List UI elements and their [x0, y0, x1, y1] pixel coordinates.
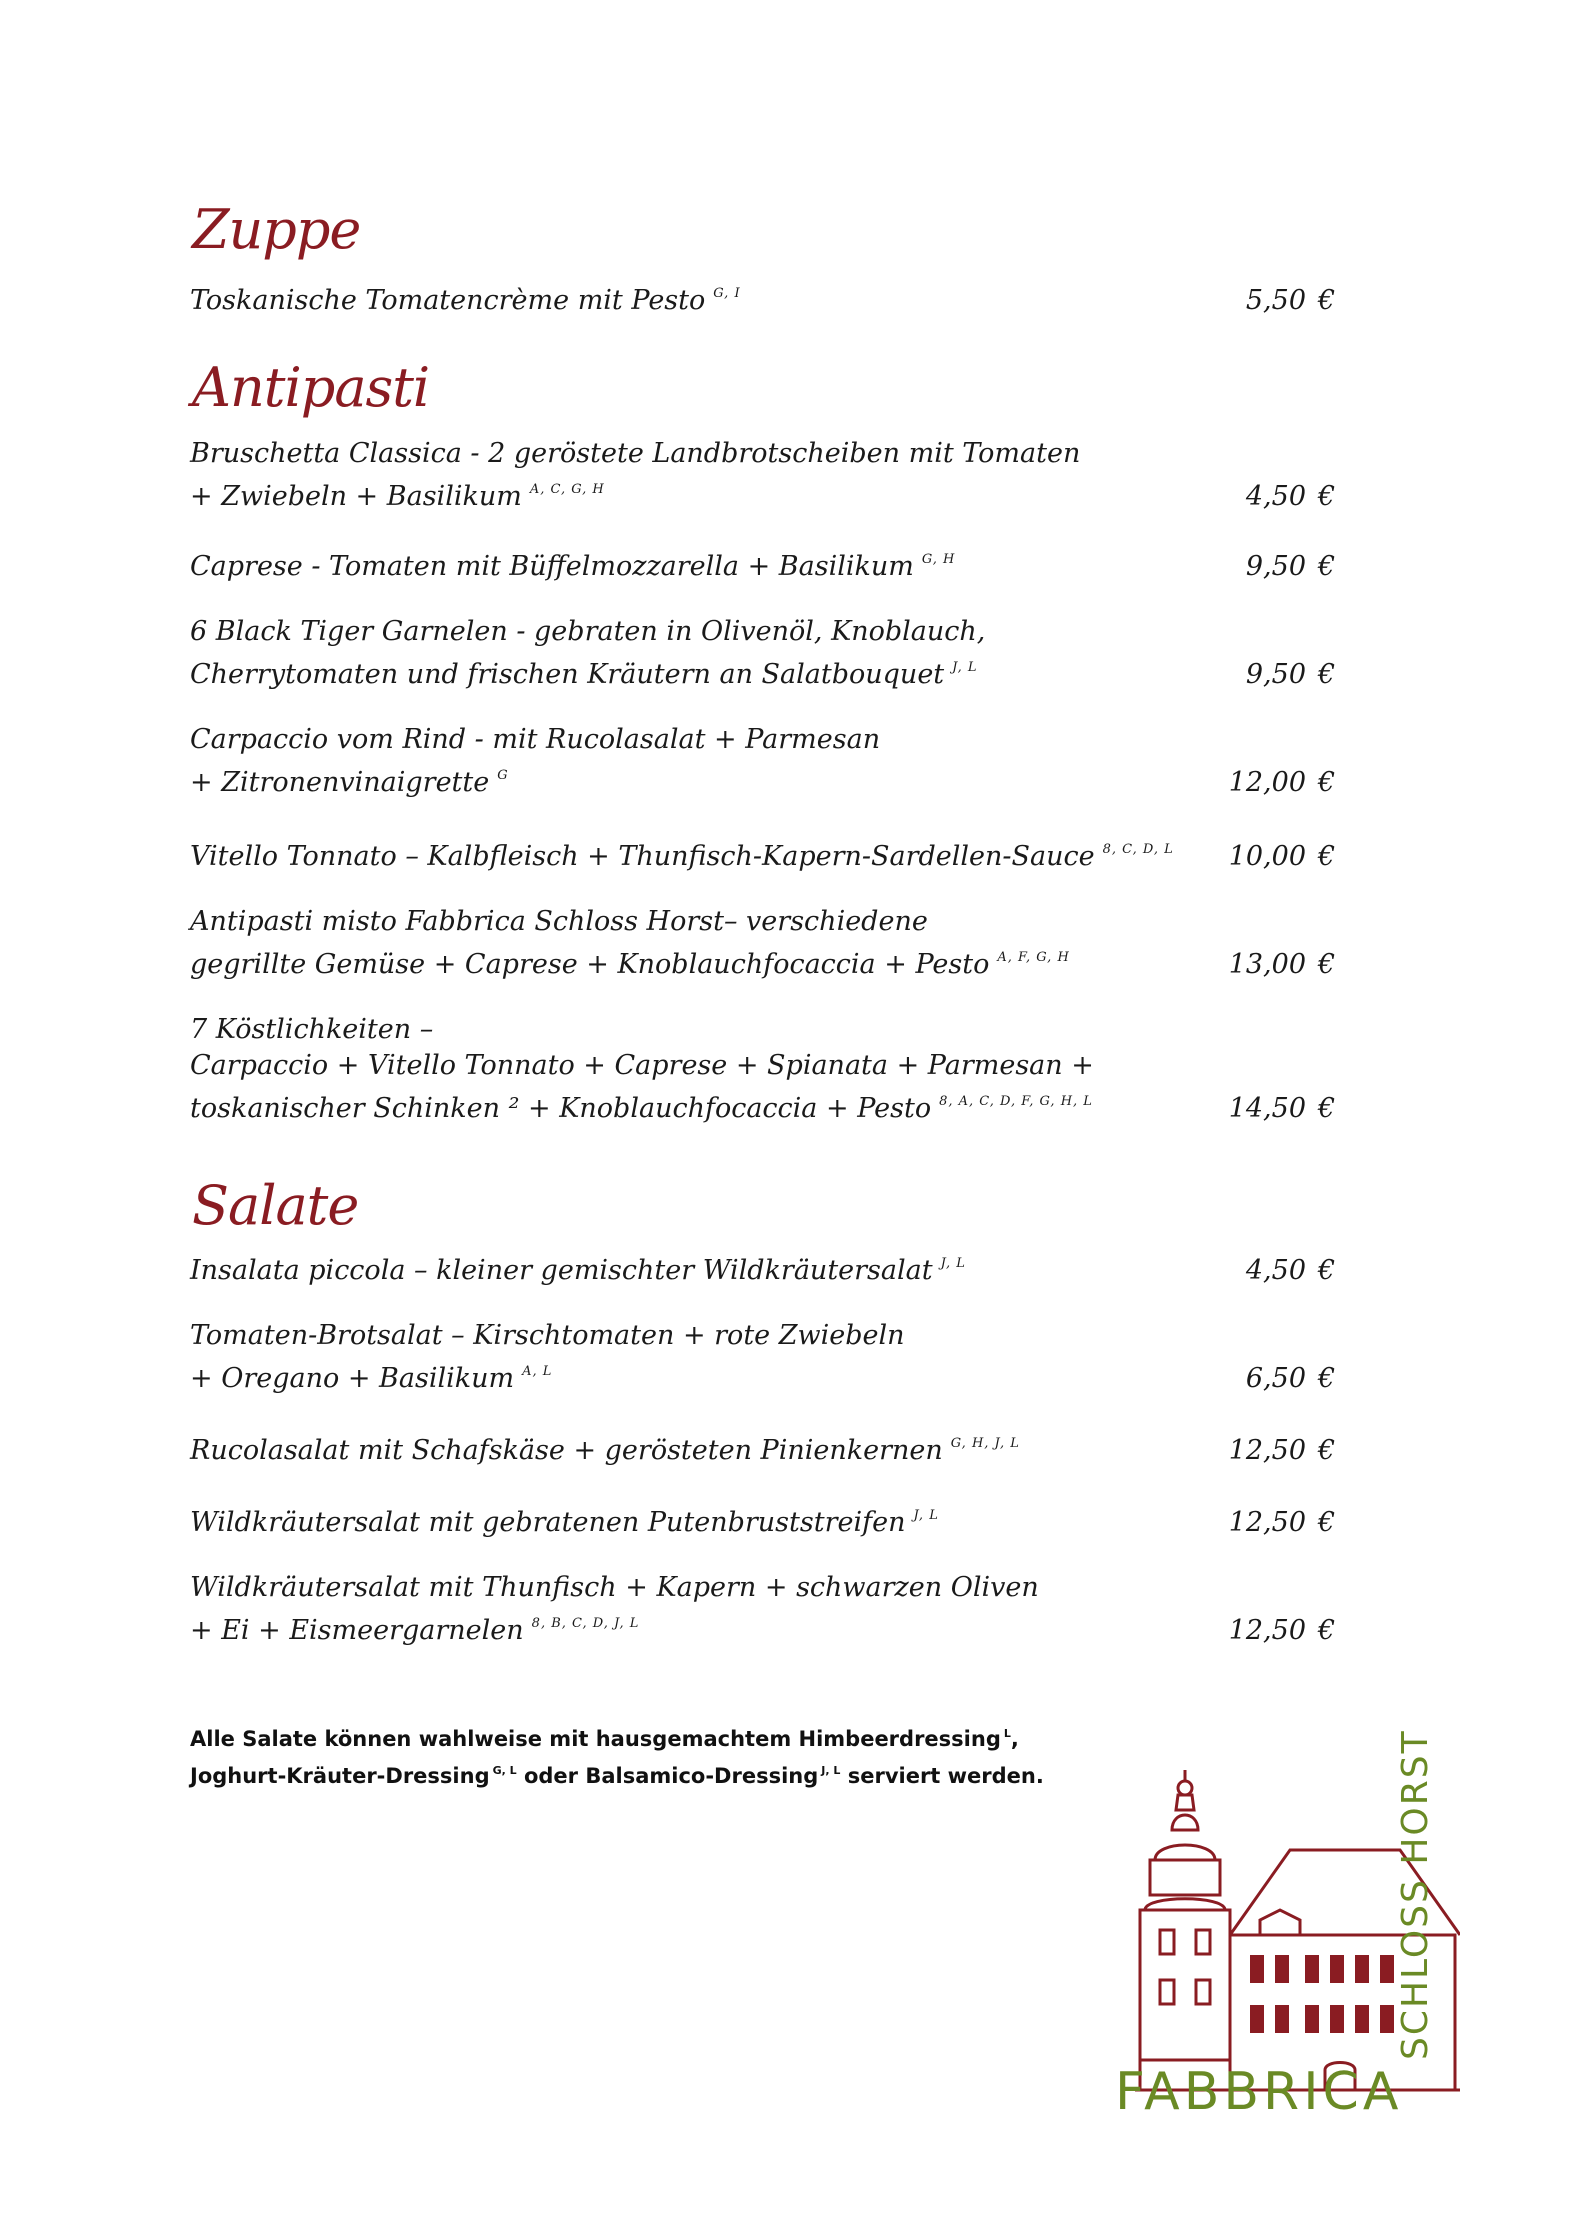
item-price: 9,50 €: [1245, 659, 1336, 690]
menu-item: [190, 1246, 1340, 1289]
item-line: Carpaccio vom Rind - mit Rucolasalat + Parmesan: [190, 724, 881, 755]
item-line: Vitello Tonnato – Kalbfleisch + Thunfisch-Kapern-Sardellen-Sauce $^{8, C, D, L}$: [190, 841, 1174, 872]
allergen-codes: J, L: [940, 1256, 966, 1271]
allergen-codes: 8, B, C, D, J, L: [531, 1616, 640, 1631]
menu-item: [190, 1012, 1340, 1127]
item-line: + Ei + Eismeergarnelen $^{8, B, C, D, J, L}$: [190, 1615, 640, 1646]
menu-item: [190, 1318, 1340, 1397]
item-line: Insalata piccola – kleiner gemischter Wildkräutersalat $^{J, L}$: [190, 1255, 966, 1286]
item-line: Antipasti misto Fabbrica Schloss Horst– verschiedene: [190, 906, 928, 937]
allergen-codes: J, L: [952, 660, 978, 675]
allergen-codes: A, C, G, H: [529, 482, 605, 497]
item-line: toskanischer Schinken ² + Knoblauchfocaccia + Pesto $^{8, A, C, D, F, G, H, L}$: [190, 1093, 1093, 1124]
allergen-codes: G, H: [921, 552, 956, 567]
item-price: 14,50 €: [1228, 1093, 1336, 1124]
item-line: + Zwiebeln + Basilikum $^{A, C, G, H}$: [190, 481, 605, 512]
item-line: Caprese - Tomaten mit Büffelmozzarella + Basilikum $^{G, H}$: [190, 551, 956, 582]
allergen-codes: A, F, G, H: [997, 950, 1070, 965]
allergen-codes: G, I: [713, 286, 741, 301]
item-line: Carpaccio + Vitello Tonnato + Caprese + Spianata + Parmesan +: [190, 1050, 1094, 1081]
item-price: 13,00 €: [1228, 949, 1336, 980]
item-price: 9,50 €: [1245, 551, 1336, 582]
section-title-salate: Salate: [192, 1174, 359, 1237]
menu-item: [190, 904, 1340, 983]
item-line: Tomaten-Brotsalat – Kirschtomaten + rote Zwiebeln: [190, 1320, 905, 1351]
menu-item: [190, 832, 1340, 875]
item-price: 5,50 €: [1245, 285, 1336, 316]
allergen-codes: G, L: [492, 1764, 517, 1777]
allergen-codes: J, L: [821, 1764, 841, 1777]
menu-item: [190, 276, 1340, 319]
item-price: 12,50 €: [1228, 1615, 1336, 1646]
item-price: 6,50 €: [1245, 1363, 1336, 1394]
menu-item: [190, 614, 1340, 693]
item-line: 7 Köstlichkeiten –: [190, 1014, 434, 1045]
item-price: 12,50 €: [1228, 1507, 1336, 1538]
allergen-codes: 8, C, D, L: [1102, 842, 1174, 857]
allergen-codes: A, L: [522, 1364, 553, 1379]
section-title-antipasti: Antipasti: [192, 356, 430, 419]
item-price: 12,00 €: [1228, 767, 1336, 798]
logo-subtitle: SCHLOSS HORST: [1395, 1729, 1436, 2060]
allergen-codes: L: [1003, 1727, 1011, 1740]
item-line: 6 Black Tiger Garnelen - gebraten in Olivenöl, Knoblauch,: [190, 616, 986, 647]
menu-item: [190, 1426, 1340, 1469]
allergen-codes: J, L: [913, 1508, 939, 1523]
allergen-codes: G: [497, 768, 509, 783]
item-price: 4,50 €: [1245, 481, 1336, 512]
item-line: Rucolasalat mit Schafskäse + gerösteten Pinienkernen $^{G, H, J, L}$: [190, 1435, 1020, 1466]
allergen-codes: G, H, J, L: [950, 1436, 1020, 1451]
item-price: 12,50 €: [1228, 1435, 1336, 1466]
item-line: Cherrytomaten und frischen Kräutern an Salatbouquet $^{J, L}$: [190, 659, 978, 690]
dressing-note: Alle Salate können wahlweise mit hausgemachtem Himbeerdressing $^L$, Joghurt-Kräuter-Dressing $^{G, L}$ oder Balsamico-Dressing $^{J, L}$ serviert werden.: [190, 1727, 1044, 1788]
section-title-zuppe: Zuppe: [192, 198, 361, 261]
item-line: gegrillte Gemüse + Caprese + Knoblauchfocaccia + Pesto $^{A, F, G, H}$: [190, 949, 1070, 980]
item-line: + Oregano + Basilikum $^{A, L}$: [190, 1363, 553, 1394]
menu-item: [190, 722, 1340, 801]
menu-item: [190, 436, 1340, 515]
item-line: + Zitronenvinaigrette $^G$: [190, 767, 509, 798]
item-price: 4,50 €: [1245, 1255, 1336, 1286]
allergen-codes: 8, A, C, D, F, G, H, L: [939, 1094, 1093, 1109]
item-line: Wildkräutersalat mit gebratenen Putenbruststreifen $^{J, L}$: [190, 1507, 939, 1538]
menu-item: [190, 1498, 1340, 1541]
item-line: Wildkräutersalat mit Thunfisch + Kapern + schwarzen Oliven: [190, 1572, 1039, 1603]
logo-wordmark: FABBRICA: [1115, 2062, 1403, 2122]
item-line: Toskanische Tomatencrème mit Pesto $^{G, I}$: [190, 285, 741, 316]
item-price: 10,00 €: [1228, 841, 1336, 872]
menu-item: [190, 542, 1340, 585]
menu-item: [190, 1570, 1340, 1649]
item-line: Bruschetta Classica - 2 geröstete Landbrotscheiben mit Tomaten: [190, 438, 1081, 469]
